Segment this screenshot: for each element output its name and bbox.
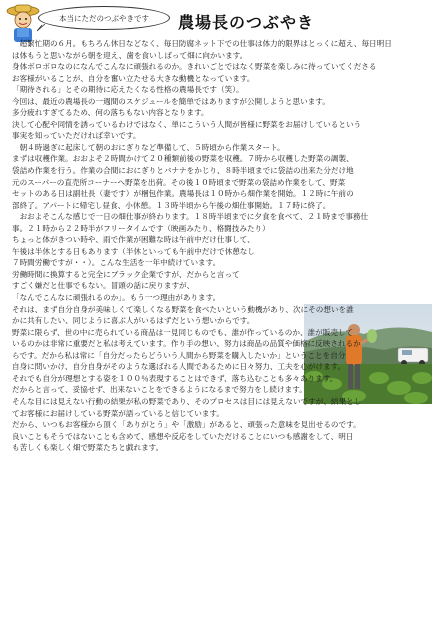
text-line: 多分疲れすぎてるため、何の落ちもない内容となります。 xyxy=(12,108,209,118)
text-line: 労働時間に換算すると完全にブラック企業ですが、だからと言って xyxy=(12,269,240,279)
text-line: 事実を知っていただければ幸いです。 xyxy=(12,131,141,141)
text-line: 元のスーパーの直売所コーナーへ野菜を出荷。その後１０時頃まで野菜の袋詰め作業をして、野菜 xyxy=(12,177,346,187)
text-line: それでも自分が理想とする姿を１００％表現することはできず、落ち込むことも多々あります。 xyxy=(12,373,338,383)
text-line: も苦しくも楽しく畑で野菜たちと戯れます。 xyxy=(12,443,164,453)
text-line: 良いこともそうではないことも含めて、感想や反応をしていただけることにいつも感謝をして、明日 xyxy=(12,431,354,441)
text-line: だから、いつもお客様から頂く「ありがとう」や「激励」があると、頑張った意味を見出せるのです。 xyxy=(12,420,361,430)
speech-bubble-text: 本当にただのつぶやきです xyxy=(59,13,149,23)
text-line: ちょっと体がきつい時や、雨で作業が困難な時は午前中だけ仕事して、 xyxy=(12,235,255,245)
text-line: お客様がいることが、自分を奮い立たせる大きな動機となっています。 xyxy=(12,73,255,83)
text-line: は体もうと思いながら朝を迎え、歯を食いしばって畑に向かいます。 xyxy=(12,50,248,60)
text-line: 午後は半休とする日もあります（半休といっても午前中だけで休憩なし xyxy=(12,246,255,256)
text-line: ７時間労働ですが・・）。こんな生活を一年中続けています。 xyxy=(12,258,221,268)
text-line: 部終了。アパートに帰宅し昼食、小休憩。１３時半頃から午後の畑仕事開始。１７時に終了。 xyxy=(12,200,331,210)
article-body xyxy=(12,38,432,454)
text-line: 自身に問いかけ、自分自身がそのような選ばれる人間であるために日々努力、工夫を心がけます。 xyxy=(12,362,346,372)
text-line: 身体ボロボロなのになんでこんなに頑張れるのか。きれいごとではなく野菜を楽しみに待っていてくださる xyxy=(12,62,377,72)
text-line: 朝４時過ぎに起床して朝のおにぎりなど準備して、５時頃から作業スタート。 xyxy=(12,142,285,152)
text-line: だからと言って、妥協せず、出来ないことをできるようになるまで努力をし続けます。 xyxy=(12,385,307,395)
text-line: 事。２１時から２２時半がフリータイムです（映画みたり、格闘技みたり） xyxy=(12,223,270,233)
text-line: いるのかは非常に重要だと私は考えています。作り手の想い、努力は商品の品質や価格に反映されるか xyxy=(12,339,361,349)
speech-bubble-tail xyxy=(36,24,46,32)
text-line: 袋詰め作業を行う。作業の合間におにぎりとバナナをかじり、８時半頃までに袋詰の出来た分だけ地 xyxy=(12,166,354,176)
text-line: 「期待される」とその期待に応えたくなる性格の農場長です（笑）。 xyxy=(12,85,244,95)
text-line: そんな目には見えない行動の結果が私の野菜であり、そのプロセスは目には見えないですが、結果とし xyxy=(12,396,362,406)
page-title: 農場長のつぶやき xyxy=(178,13,315,32)
text-line: まずは収穫作業。おおよそ２時間かけて２０種類前後の野菜を収穫。７時から収穫した野菜の調製、 xyxy=(12,154,354,164)
text-line: それは、まず自分自身が美味しくて楽しくなる野菜を食べたいという動機があり、次にその想いを誰 xyxy=(12,304,354,314)
text-line: 野菜に限らず、世の中に売られている商品は一見同じものでも、誰が作っているのか、誰が販売して xyxy=(12,327,354,337)
text-line: 超繁忙期の６月。もちろん休日などなく、毎日防腐ネット下での仕事は体力的限界はとっくに超え、毎日明日 xyxy=(12,39,392,48)
text-line: 「なんでこんなに頑張れるのか」。もう一つ理由があります。 xyxy=(12,293,221,303)
text-line: セットのある日は副社長（妻です）が梱包作業。農場長は１０時から畑作業を開始。１２時に午前の xyxy=(12,189,354,199)
speech-bubble xyxy=(38,6,170,30)
text-line: おおよそこんな感じで一日の畑仕事が終わります。１８時半頃までに夕食を食べて、２１時まで事務仕 xyxy=(12,212,369,222)
text-line: らです。だから私は常に「自分だったらどういう人間から野菜を購入したいか」ということを自分 xyxy=(12,350,346,360)
text-line: かに共有したい、同じように喜ぶ人がいるはずだという想いからです。 xyxy=(12,316,255,326)
text-line: すごく嫌だと仕事でもない。冒頭の話に戻りますが、 xyxy=(12,281,195,291)
text-line: 今回は、最近の農場長の一週間のスケジュールを簡単ではありますが公開しようと思います。 xyxy=(12,96,330,106)
text-line: てお客様にお届けしている野菜が語っていると信じています。 xyxy=(12,408,225,418)
text-line: 決して心配や同情を誘っているわけではなく、単にこういう人間が皆様に野菜をお届けしているという xyxy=(12,119,362,129)
